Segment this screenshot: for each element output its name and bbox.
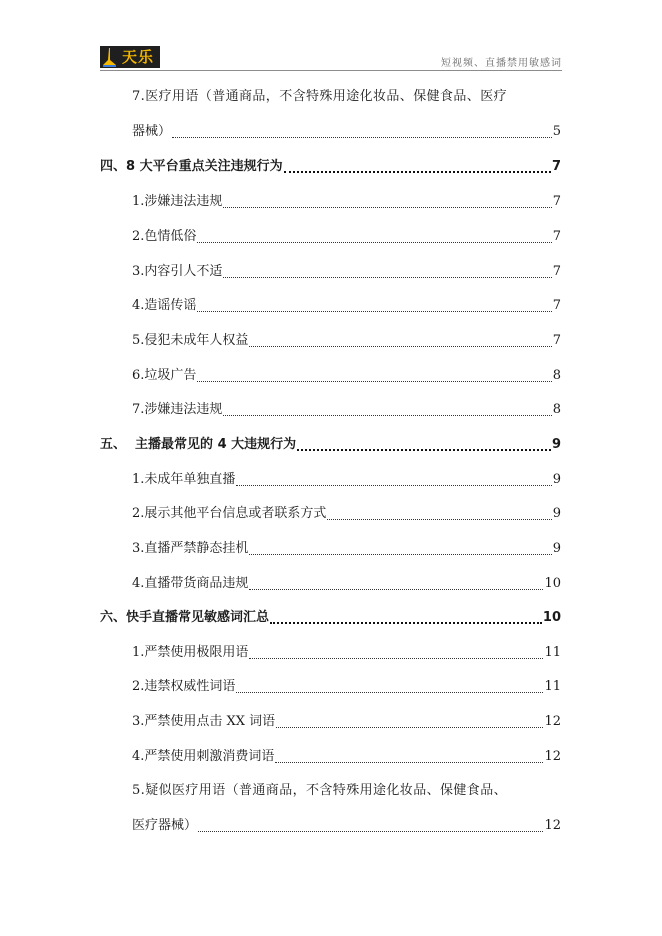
toc-item-label: 3.严禁使用点击 XX 词语 [132, 714, 276, 729]
toc-item[interactable] [100, 470, 561, 490]
toc-section[interactable] [100, 157, 561, 177]
toc-section[interactable] [100, 435, 561, 455]
toc-item[interactable] [100, 262, 561, 282]
toc-item[interactable] [100, 747, 561, 767]
toc-item-page: 7 [552, 333, 561, 348]
toc-section-label: 四、8 大平台重点关注违规行为 [100, 159, 283, 174]
toc-item-label: 2.违禁权威性词语 [132, 679, 236, 694]
toc-leader-dots [284, 170, 551, 173]
toc-item-label: 器械） [132, 124, 172, 139]
toc-leader-dots [223, 206, 551, 208]
toc-item-page: 11 [544, 679, 561, 694]
toc-item[interactable] [100, 504, 561, 524]
toc-item[interactable] [100, 192, 561, 212]
toc-item-wrapped[interactable] [100, 781, 561, 801]
toc-item[interactable] [100, 677, 561, 697]
toc-leader-dots [197, 241, 551, 243]
logo-text: 天乐 [118, 46, 160, 68]
toc-item-label: 4.直播带货商品违规 [132, 576, 249, 591]
toc-leader-dots [236, 691, 543, 693]
toc-item-page: 9 [552, 506, 561, 521]
toc-section-label: 五、 主播最常见的 4 大违规行为 [100, 437, 297, 452]
toc-item[interactable] [100, 366, 561, 386]
toc-item-page: 9 [552, 541, 561, 556]
toc-leader-dots [172, 136, 552, 138]
toc-item-page: 7 [552, 229, 561, 244]
toc-item-label: 7.医疗用语（普通商品，不含特殊用途化妆品、保健食品、医疗 [132, 89, 508, 104]
toc-item-page: 7 [552, 264, 561, 279]
toc-item-page: 10 [544, 576, 561, 591]
toc-item-label: 1.严禁使用极限用语 [132, 645, 249, 660]
toc-item[interactable] [100, 331, 561, 351]
toc-section-page: 9 [551, 437, 561, 452]
toc-leader-dots [249, 588, 543, 590]
toc-item[interactable] [100, 539, 561, 559]
toc-item-page: 7 [552, 298, 561, 313]
toc-item-label: 3.直播严禁静态挂机 [132, 541, 249, 556]
toc-leader-dots [197, 310, 551, 312]
toc-item-page: 12 [544, 714, 561, 729]
toc-section[interactable] [100, 608, 561, 628]
toc-leader-dots [249, 553, 551, 555]
page-header [100, 46, 562, 72]
toc-item[interactable] [100, 816, 561, 836]
toc-leader-dots [249, 345, 551, 347]
toc-item[interactable] [100, 712, 561, 732]
toc-item-label: 1.未成年单独直播 [132, 472, 236, 487]
toc-item-label: 5.疑似医疗用语（普通商品，不含特殊用途化妆品、保健食品、 [132, 783, 508, 798]
header-title: 短视频、直播禁用敏感词 [441, 58, 562, 69]
toc-section-label: 六、快手直播常见敏感词汇总 [100, 610, 270, 625]
toc-item-page: 7 [552, 194, 561, 209]
toc-item-label: 6.垃圾广告 [132, 368, 197, 383]
toc-leader-dots [275, 761, 543, 763]
toc-item[interactable] [100, 574, 561, 594]
toc-leader-dots [198, 830, 543, 832]
toc-section-page: 10 [542, 610, 561, 625]
toc-leader-dots [249, 657, 543, 659]
toc-leader-dots [197, 380, 551, 382]
toc-item-label: 2.展示其他平台信息或者联系方式 [132, 506, 327, 521]
toc-item-page: 8 [552, 368, 561, 383]
toc-leader-dots [236, 484, 551, 486]
toc-item-label: 3.内容引人不适 [132, 264, 223, 279]
toc-item-label: 4.造谣传谣 [132, 298, 197, 313]
toc-item-label: 医疗器械） [132, 818, 198, 833]
logo [100, 46, 160, 68]
toc-item[interactable] [100, 296, 561, 316]
toc-leader-dots [270, 621, 542, 624]
toc-item-label: 7.涉嫌违法违规 [132, 402, 223, 417]
toc-item-page: 9 [552, 472, 561, 487]
toc-item-label: 2.色情低俗 [132, 229, 197, 244]
toc-item[interactable] [100, 400, 561, 420]
toc-leader-dots [223, 414, 551, 416]
toc-item-page: 12 [544, 818, 561, 833]
toc-item-wrapped[interactable] [100, 87, 561, 107]
toc-item-label: 1.涉嫌违法违规 [132, 194, 223, 209]
toc-leader-dots [223, 276, 551, 278]
toc-item-label: 4.严禁使用刺激消费词语 [132, 749, 275, 764]
toc-item-page: 12 [544, 749, 561, 764]
toc-item-label: 5.侵犯未成年人权益 [132, 333, 249, 348]
toc-item[interactable] [100, 643, 561, 663]
toc-item[interactable] [100, 227, 561, 247]
toc-leader-dots [276, 726, 543, 728]
toc-item-page: 5 [552, 124, 561, 139]
toc-leader-dots [327, 518, 551, 520]
toc-item[interactable] [100, 122, 561, 142]
toc-item-page: 11 [544, 645, 561, 660]
toc-item-page: 8 [552, 402, 561, 417]
header-divider [100, 70, 562, 71]
toc-leader-dots [297, 448, 551, 451]
toc-section-page: 7 [551, 159, 561, 174]
logo-icon [100, 46, 118, 68]
